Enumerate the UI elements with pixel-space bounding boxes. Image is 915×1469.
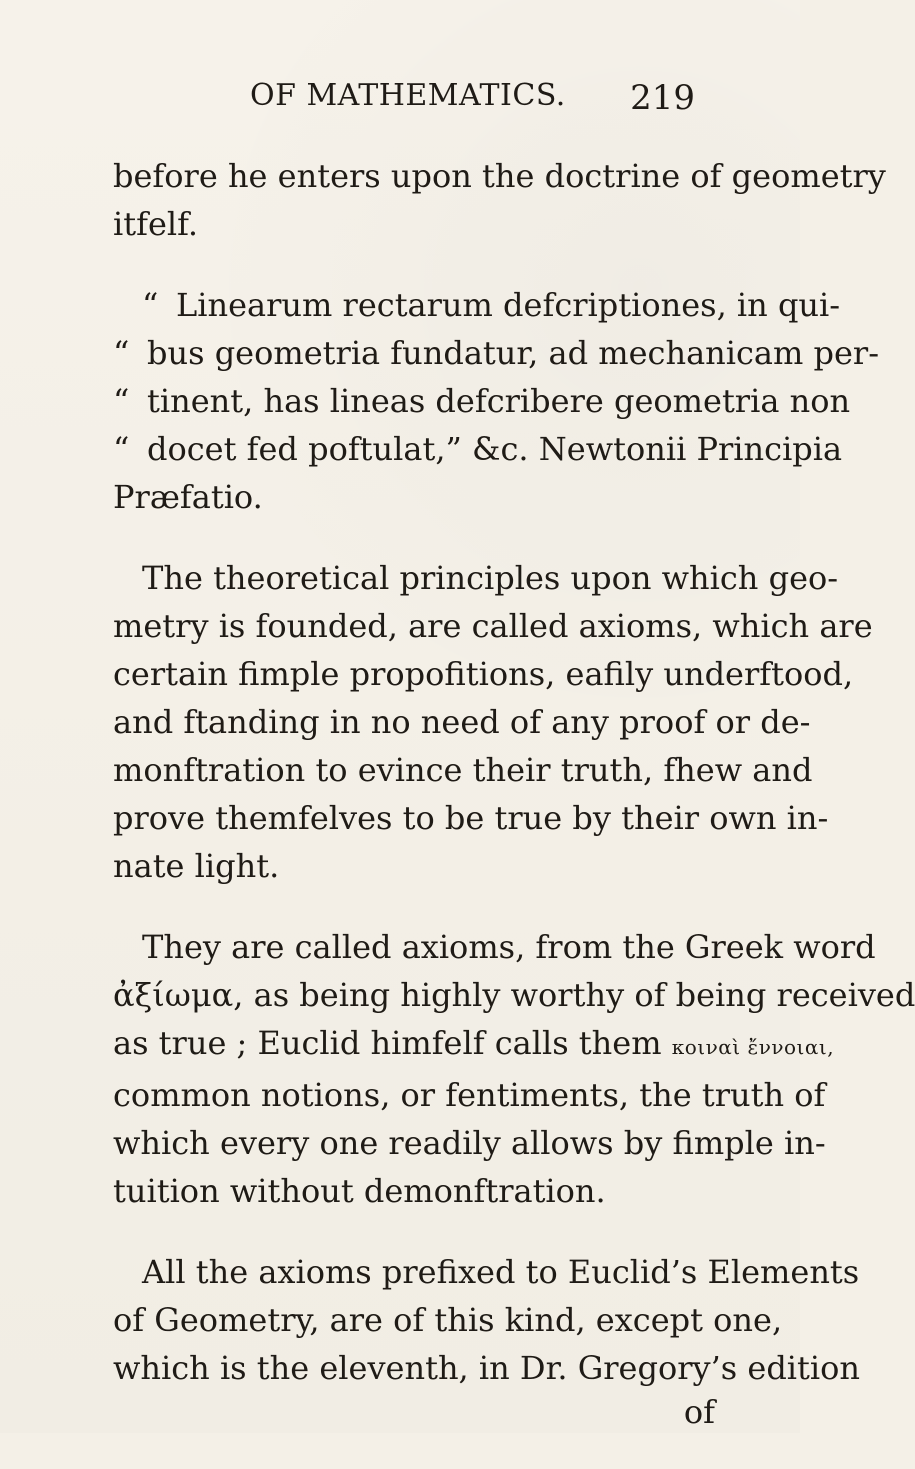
text-line: certain fimple propofitions, eafily underftood, [113, 655, 854, 693]
quote-citation: Præfatio. [113, 478, 263, 516]
greek-word: ἀξίωμα [113, 976, 234, 1014]
text-line: common notions, or fentiments, the truth of [113, 1076, 826, 1114]
quote-line [113, 281, 841, 329]
page-number: 219 [630, 78, 695, 118]
text-line: which every one readily allows by fimple in- [113, 1124, 826, 1162]
text-line: nate light. [113, 847, 280, 885]
text-fragment: , as being highly worthy of being received [233, 976, 915, 1014]
quote-text: Linearum rectarum defcriptiones, in qui- [176, 286, 841, 324]
quote-text: tinent, has lineas defcribere geometria non [147, 382, 851, 420]
text-line: tuition without demonftration. [113, 1172, 606, 1210]
text-line: All the axioms prefixed to Euclid’s Elements [142, 1253, 860, 1291]
text-line: The theoretical principles upon which geo- [142, 559, 839, 597]
paragraph-2 [113, 554, 873, 890]
text-line [113, 1019, 835, 1071]
greek-phrase: κοιναὶ ἔννοιαι, [671, 1035, 835, 1059]
text-line: prove themfelves to be true by their own in- [113, 799, 829, 837]
quote-mark: “ [142, 286, 159, 324]
quotation [113, 281, 880, 521]
quote-text: docet fed poftulat,” &c. Newtonii Principia [147, 430, 843, 468]
paragraph-3 [113, 923, 915, 1215]
page-header [250, 78, 695, 138]
text-line [113, 971, 915, 1019]
text-line: monftration to evince their truth, fhew and [113, 751, 813, 789]
text-line: which is the eleventh, in Dr. Gregory’s edition [113, 1349, 860, 1387]
text-line: and ftanding in no need of any proof or de- [113, 703, 811, 741]
quote-mark: “ [113, 334, 130, 372]
quote-line [113, 329, 880, 377]
paragraph-4 [113, 1248, 860, 1436]
quote-mark: “ [113, 382, 130, 420]
page-text [113, 152, 915, 1469]
text-line: of Geometry, are of this kind, except one, [113, 1301, 783, 1339]
text-fragment: as true ; Euclid himfelf calls them [113, 1024, 672, 1062]
quote-text: bus geometria fundatur, ad mechanicam per- [147, 334, 880, 372]
text-line: They are called axioms, from the Greek word [142, 928, 876, 966]
quote-mark: “ [113, 430, 130, 468]
quote-line [113, 425, 843, 473]
quote-line [113, 377, 851, 425]
text-line: before he enters upon the doctrine of geometry [113, 157, 886, 195]
catchword: of [683, 1393, 715, 1431]
running-head: OF MATHEMATICS. [250, 78, 566, 113]
text-line: itfelf. [113, 205, 198, 243]
text-line: metry is founded, are called axioms, which are [113, 607, 873, 645]
paragraph-1 [113, 152, 886, 248]
